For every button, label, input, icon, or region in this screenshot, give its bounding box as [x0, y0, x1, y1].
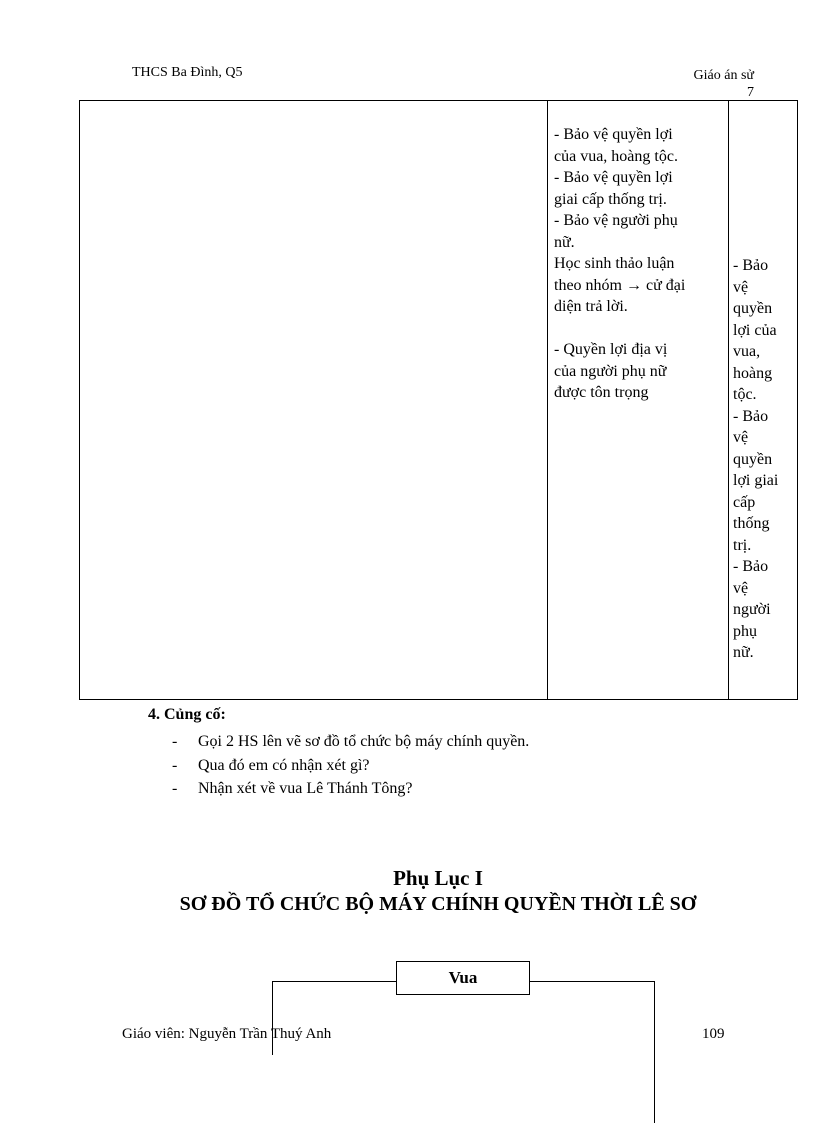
cell-line: được tôn trọng	[554, 384, 649, 401]
consolidation-title: 4. Củng cố:	[148, 706, 226, 723]
content-cell	[733, 255, 778, 664]
cell-line: quyền	[733, 450, 773, 468]
list-item-text: Nhận xét về vua Lê Thánh Tông?	[198, 780, 413, 797]
cell-line: nữ.	[554, 233, 575, 251]
cell-line: giai cấp thống trị.	[554, 190, 667, 208]
lesson-table	[79, 100, 798, 700]
list-item: - Nhận xét về vua Lê Thánh Tông?	[148, 777, 226, 801]
cell-line: - Quyền lợi địa vị	[554, 341, 668, 358]
cell-line: vệ	[733, 579, 749, 597]
list-item: - Gọi 2 HS lên vẽ sơ đồ tổ chức bộ máy chính quyền.	[148, 730, 226, 754]
cell-line: của vua, hoàng tộc.	[554, 147, 678, 165]
cell-line: lợi của	[733, 321, 777, 339]
cell-line: quyền	[733, 300, 773, 317]
diagram-connector	[530, 981, 654, 982]
cell-line: Học sinh thảo luận	[554, 255, 675, 272]
diagram-connector	[272, 981, 273, 1055]
column-divider	[728, 101, 729, 699]
diagram-node-king: Vua	[396, 961, 530, 995]
header-subject-label: Giáo án sử	[693, 68, 754, 83]
cell-line: nữ.	[733, 644, 754, 661]
cell-line: tộc.	[733, 386, 757, 403]
consolidation-section	[148, 706, 530, 801]
header-grade: 7	[747, 85, 754, 100]
cell-line: - Bảo	[733, 257, 769, 274]
cell-line: - Bảo	[733, 558, 769, 575]
appendix-subtitle: SƠ ĐỒ TỔ CHỨC BỘ MÁY CHÍNH QUYỀN THỜI LÊ SƠ	[179, 893, 697, 915]
cell-line: trị.	[733, 536, 752, 554]
cell-line: - Bảo vệ người phụ	[554, 212, 678, 229]
footer-teacher: Giáo viên: Nguyễn Trần Thuý Anh	[122, 1026, 332, 1042]
appendix-title: Phụ Lục I	[393, 866, 483, 890]
cell-line: của người phụ nữ	[554, 362, 667, 380]
cell-line: - Bảo vệ quyền lợi	[554, 169, 673, 186]
cell-line: phụ	[733, 622, 757, 640]
cell-line: - Bảo vệ quyền lợi	[554, 126, 673, 143]
header-school: THCS Ba Đình, Q5	[132, 65, 243, 80]
diagram-connector	[654, 981, 655, 1123]
list-item: - Qua đó em có nhận xét gì?	[148, 754, 226, 778]
cell-line: vua,	[733, 343, 761, 360]
cell-line	[554, 318, 685, 340]
cell-line: cấp	[733, 493, 756, 511]
cell-line: - Bảo	[733, 407, 769, 425]
student-activity-cell	[554, 124, 685, 404]
cell-line: hoàng	[733, 364, 773, 382]
diagram-connector	[272, 981, 396, 982]
cell-line: diện trả lời.	[554, 298, 628, 315]
cell-line: người	[733, 601, 771, 618]
cell-line: theo nhóm → cử đại	[554, 276, 686, 294]
list-item-text: Gọi 2 HS lên vẽ sơ đồ tổ chức bộ máy chính quyền.	[198, 733, 530, 750]
list-item-text: Qua đó em có nhận xét gì?	[198, 756, 370, 774]
column-divider	[547, 101, 548, 699]
header-subject	[676, 67, 754, 101]
cell-line: lợi giai	[733, 472, 779, 489]
cell-line: vệ	[733, 278, 749, 296]
page-number: 109	[702, 1026, 725, 1042]
cell-line: thống	[733, 515, 770, 532]
cell-line: vệ	[733, 429, 749, 446]
